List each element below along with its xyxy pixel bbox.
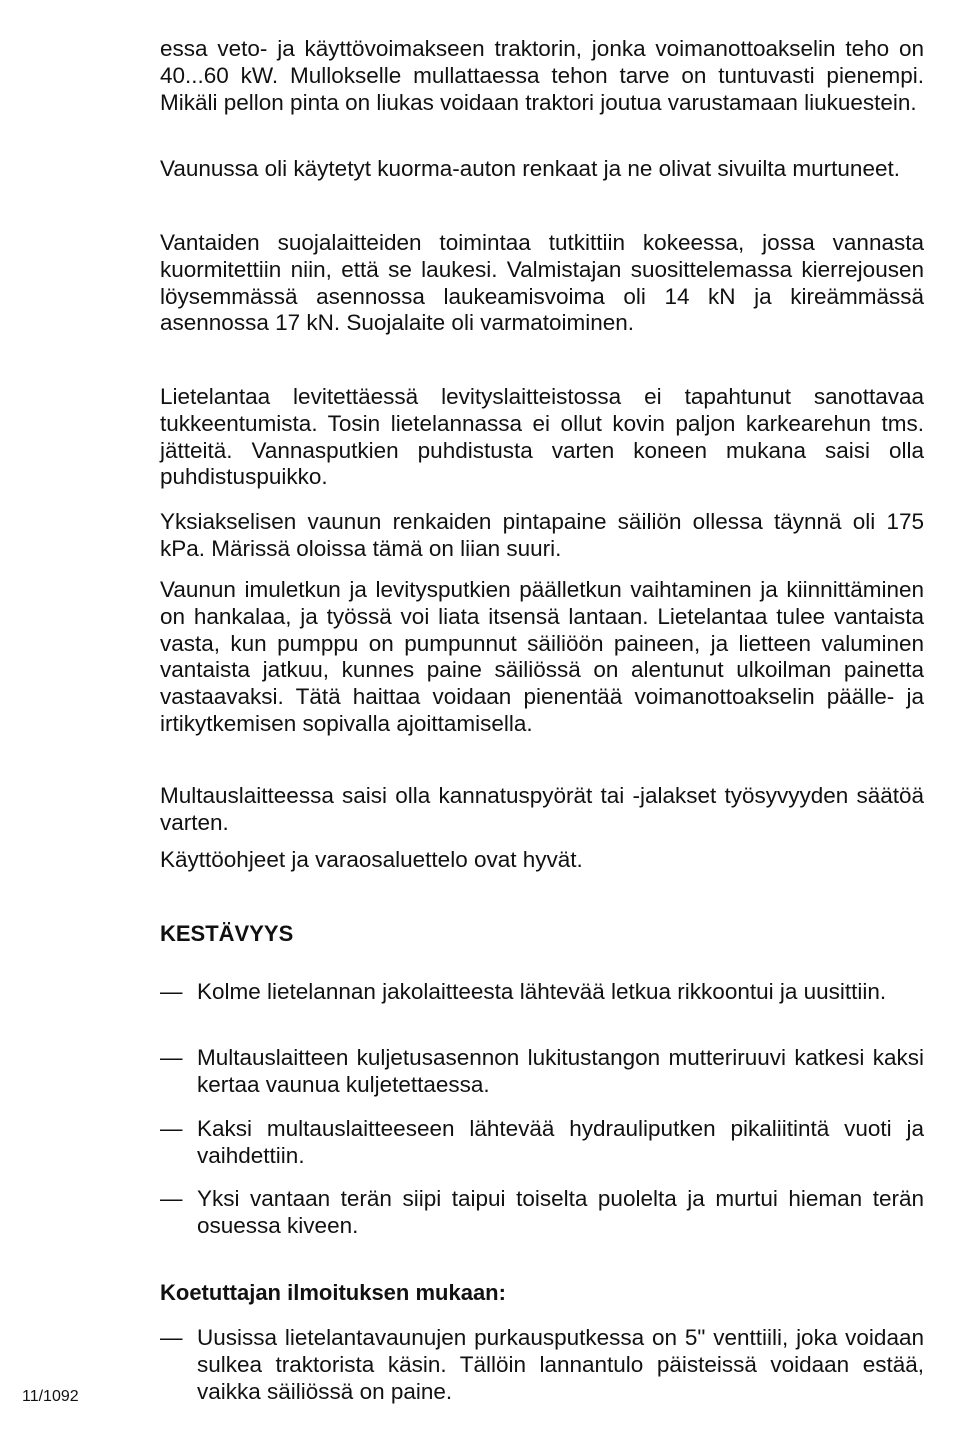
paragraph-tractor-power: essa veto- ja käyttövoimakseen traktorin, jonka voimanottoakselin teho on 40...60 kW. Mullokselle mullattaessa tehon tarve on tuntuvasti pienempi. Mikäli pellon pinta on liukas voidaan traktori joutua varustamaan liukuestein. (160, 36, 924, 115)
dash-marker: — (160, 1186, 183, 1211)
paragraph-tyre-pressure: Yksiakselisen vaunun renkaiden pintapaine säiliön ollessa täynnä oli 175 kPa. Märissä oloissa tämä on liian suuri. (160, 509, 924, 561)
paragraph-coulter-protection: Vantaiden suojalaitteiden toimintaa tutkittiin kokeessa, jossa vannasta kuormitettiin niin, että se laukesi. Valmistajan suosittelemassa kierrejousen löysemmässä asennossa laukeamisvoima oli 14 kN ja kireämmässä asennossa 17 kN. Suojalaite oli varmatoiminen. (160, 230, 924, 336)
paragraph-spreading: Lietelantaa levitettäessä levityslaitteistossa ei tapahtunut sanottavaa tukkeentumista. Tosin lietelannassa ei ollut kovin paljon karkearehun tms. jätteitä. Vannasputkien puhdistusta varten koneen mukana saisi olla puhdistuspuikko. (160, 384, 924, 490)
paragraph-hoses: Vaunun imuletkun ja levitysputkien päälletkun vaihtaminen ja kiinnittäminen on hankalaa, ja työssä voi liata itsensä lantaan. Lietelantaa tulee vantaista vasta, kun pumppu on pumpunnut säiliöön paineen, ja lietteen valuminen vantaista jatkuu, kunnes paine säiliössä on alentunut ulkoilman painetta vastaavaksi. Tätä haittaa voidaan pienentää voimanottoakselin päälle- ja irtikytkemisen sopivalla ajoittamisella. (160, 577, 924, 736)
list-item-text: Yksi vantaan terän siipi taipui toiselta puolelta ja murtui hieman terän osuessa kiveen. (197, 1186, 924, 1238)
list-item-text: Kaksi multauslaitteeseen lähtevää hydrauliputken pikaliitintä vuoti ja vaihdettiin. (197, 1116, 924, 1168)
heading-kestavyys: KESTÄVYYS (160, 921, 294, 946)
dash-marker: — (160, 1116, 183, 1141)
list-item-text: Multauslaitteen kuljetusasennon lukitustangon mutteriruuvi katkesi kaksi kertaa vaunua kuljetettaessa. (197, 1045, 924, 1097)
dash-marker: — (160, 1325, 183, 1350)
paragraph-manuals: Käyttöohjeet ja varaosaluettelo ovat hyvät. (160, 847, 583, 872)
page-number: 11/1092 (22, 1388, 79, 1405)
list-item-text: Uusissa lietelantavaunujen purkausputkessa on 5" venttiili, joka voidaan sulkea traktorista käsin. Tällöin lannantulo päisteissä voidaan estää, vaikka säiliössä on paine. (197, 1325, 924, 1404)
dash-marker: — (160, 979, 183, 1004)
dash-marker: — (160, 1045, 183, 1070)
paragraph-depth-control: Multauslaitteessa saisi olla kannatuspyörät tai -jalakset työsyvyyden säätöä varten. (160, 783, 924, 835)
paragraph-tyres: Vaunussa oli käytetyt kuorma-auton renkaat ja ne olivat sivuilta murtuneet. (160, 156, 900, 181)
heading-koetuttaja: Koetuttajan ilmoituksen mukaan: (160, 1280, 506, 1305)
list-item-text: Kolme lietelannan jakolaitteesta lähtevää letkua rikkoontui ja uusittiin. (197, 979, 887, 1004)
